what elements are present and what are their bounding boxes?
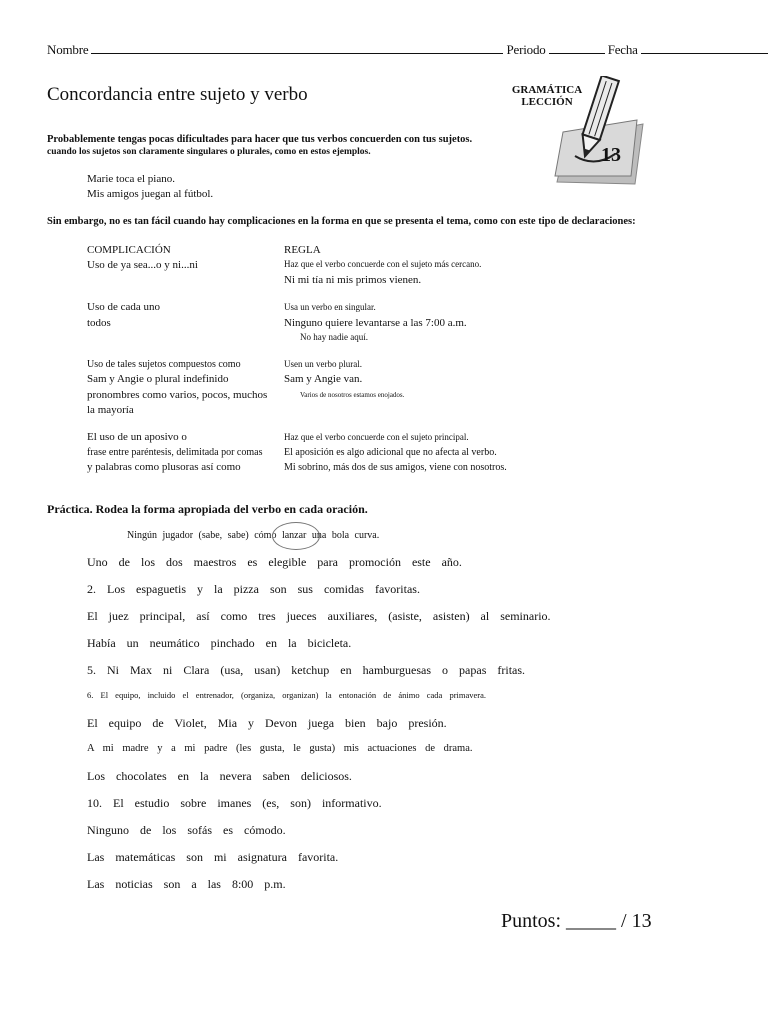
rule-2-line-3: No hay nadie aquí.: [300, 332, 368, 342]
rule-4-line-2: El aposición es algo adicional que no afecta al verbo.: [284, 447, 497, 458]
complication-2-line-1: Uso de cada uno: [87, 301, 161, 313]
periodo-field[interactable]: [549, 43, 605, 54]
table-header-complication: COMPLICACIÓN: [87, 244, 171, 256]
sentence-4: Había un neumático pinchado en la bicicleta.: [87, 636, 352, 650]
rule-3-line-2: Sam y Angie van.: [284, 373, 363, 385]
complication-3-line-3: pronombres como varios, pocos, muchos: [87, 389, 268, 401]
score-label: Puntos: _____ / 13: [501, 910, 652, 932]
rule-2-line-1: Usa un verbo en singular.: [284, 302, 376, 312]
fecha-label: Fecha: [607, 42, 638, 57]
page-title: Concordancia entre sujeto y verbo: [47, 84, 308, 105]
example-1: Marie toca el piano.: [87, 173, 175, 185]
complication-2-line-2: todos: [87, 317, 111, 329]
sentence-9: Los chocolates en la nevera saben deliciosos.: [87, 769, 352, 783]
rule-2-line-2: Ninguno quiere levantarse a las 7:00 a.m.: [284, 317, 467, 329]
rule-4-line-1: Haz que el verbo concuerde con el sujeto principal.: [284, 432, 469, 442]
sentence-1: Uno de los dos maestros es elegible para promoción este año.: [87, 555, 462, 569]
complication-4-line-3: y palabras como plusoras así como: [87, 461, 241, 473]
rule-4-line-3: Mi sobrino, más dos de sus amigos, viene con nosotros.: [284, 462, 507, 473]
rule-1-line-1: Haz que el verbo concuerde con el sujeto más cercano.: [284, 259, 482, 269]
practice-heading: Práctica. Rodea la forma apropiada del verbo en cada oración.: [47, 502, 368, 516]
complication-3-line-2: Sam y Angie o plural indefinido: [87, 373, 229, 385]
sentence-7: El equipo de Violet, Mia y Devon juega bien bajo presión.: [87, 716, 447, 730]
intro-line-2: cuando los sujetos son claramente singulares o plurales, como en estos ejemplos.: [47, 147, 371, 157]
however-paragraph: Sin embargo, no es tan fácil cuando hay complicaciones en la forma en que se presenta el tema, como con este tipo de declaraciones:: [47, 216, 636, 227]
complication-1-line-1: Uso de ya sea...o y ni...ni: [87, 259, 198, 271]
rule-3-line-1: Usen un verbo plural.: [284, 359, 362, 369]
circle-mark: [272, 522, 320, 550]
sentence-10: 10. El estudio sobre imanes (es, son) informativo.: [87, 796, 382, 810]
table-header-rule: REGLA: [284, 244, 321, 256]
periodo-label: Periodo: [506, 42, 546, 57]
header-line: [47, 42, 768, 58]
sentence-2: 2. Los espaguetis y la pizza son sus comidas favoritas.: [87, 582, 420, 596]
intro-line-1: Probablemente tengas pocas dificultades para hacer que tus verbos concuerden con tus sujetos.: [47, 134, 473, 145]
complication-3-line-4: la mayoría: [87, 404, 134, 416]
logo-line1: GRAMÁTICA: [511, 84, 583, 96]
nombre-field[interactable]: [91, 43, 503, 54]
complication-3-line-1: Uso de tales sujetos compuestos como: [87, 359, 241, 370]
sentence-3: El juez principal, así como tres jueces auxiliares, (asiste, asisten) al seminario.: [87, 609, 551, 623]
model-sentence: Ningún jugador (sabe, sabe) cómo lanzar una bola curva.: [127, 530, 380, 541]
sentence-8: A mi madre y a mi padre (les gusta, le gusta) mis actuaciones de drama.: [87, 743, 473, 754]
sentence-6: 6. El equipo, incluido el entrenador, (organiza, organizan) la entonación de ánimo cada primavera.: [87, 690, 487, 700]
sentence-13: Las noticias son a las 8:00 p.m.: [87, 877, 286, 891]
fecha-field[interactable]: [641, 43, 768, 54]
rule-3-line-3: Varios de nosotros estamos enojados.: [300, 391, 405, 399]
complication-4-line-2: frase entre paréntesis, delimitada por comas: [87, 447, 263, 458]
lesson-number: 13: [601, 144, 621, 166]
complication-4-line-1: El uso de un aposivo o: [87, 431, 187, 443]
rule-1-line-2: Ni mi tía ni mis primos vienen.: [284, 274, 422, 286]
sentence-5: 5. Ni Max ni Clara (usa, usan) ketchup en hamburguesas o papas fritas.: [87, 663, 526, 677]
example-2: Mis amigos juegan al fútbol.: [87, 188, 214, 200]
nombre-label: Nombre: [47, 42, 89, 57]
sentence-12: Las matemáticas son mi asignatura favorita.: [87, 850, 339, 864]
logo-line2: LECCIÓN: [521, 96, 573, 108]
sentence-11: Ninguno de los sofás es cómodo.: [87, 823, 286, 837]
grammar-lesson-logo: [505, 76, 645, 186]
